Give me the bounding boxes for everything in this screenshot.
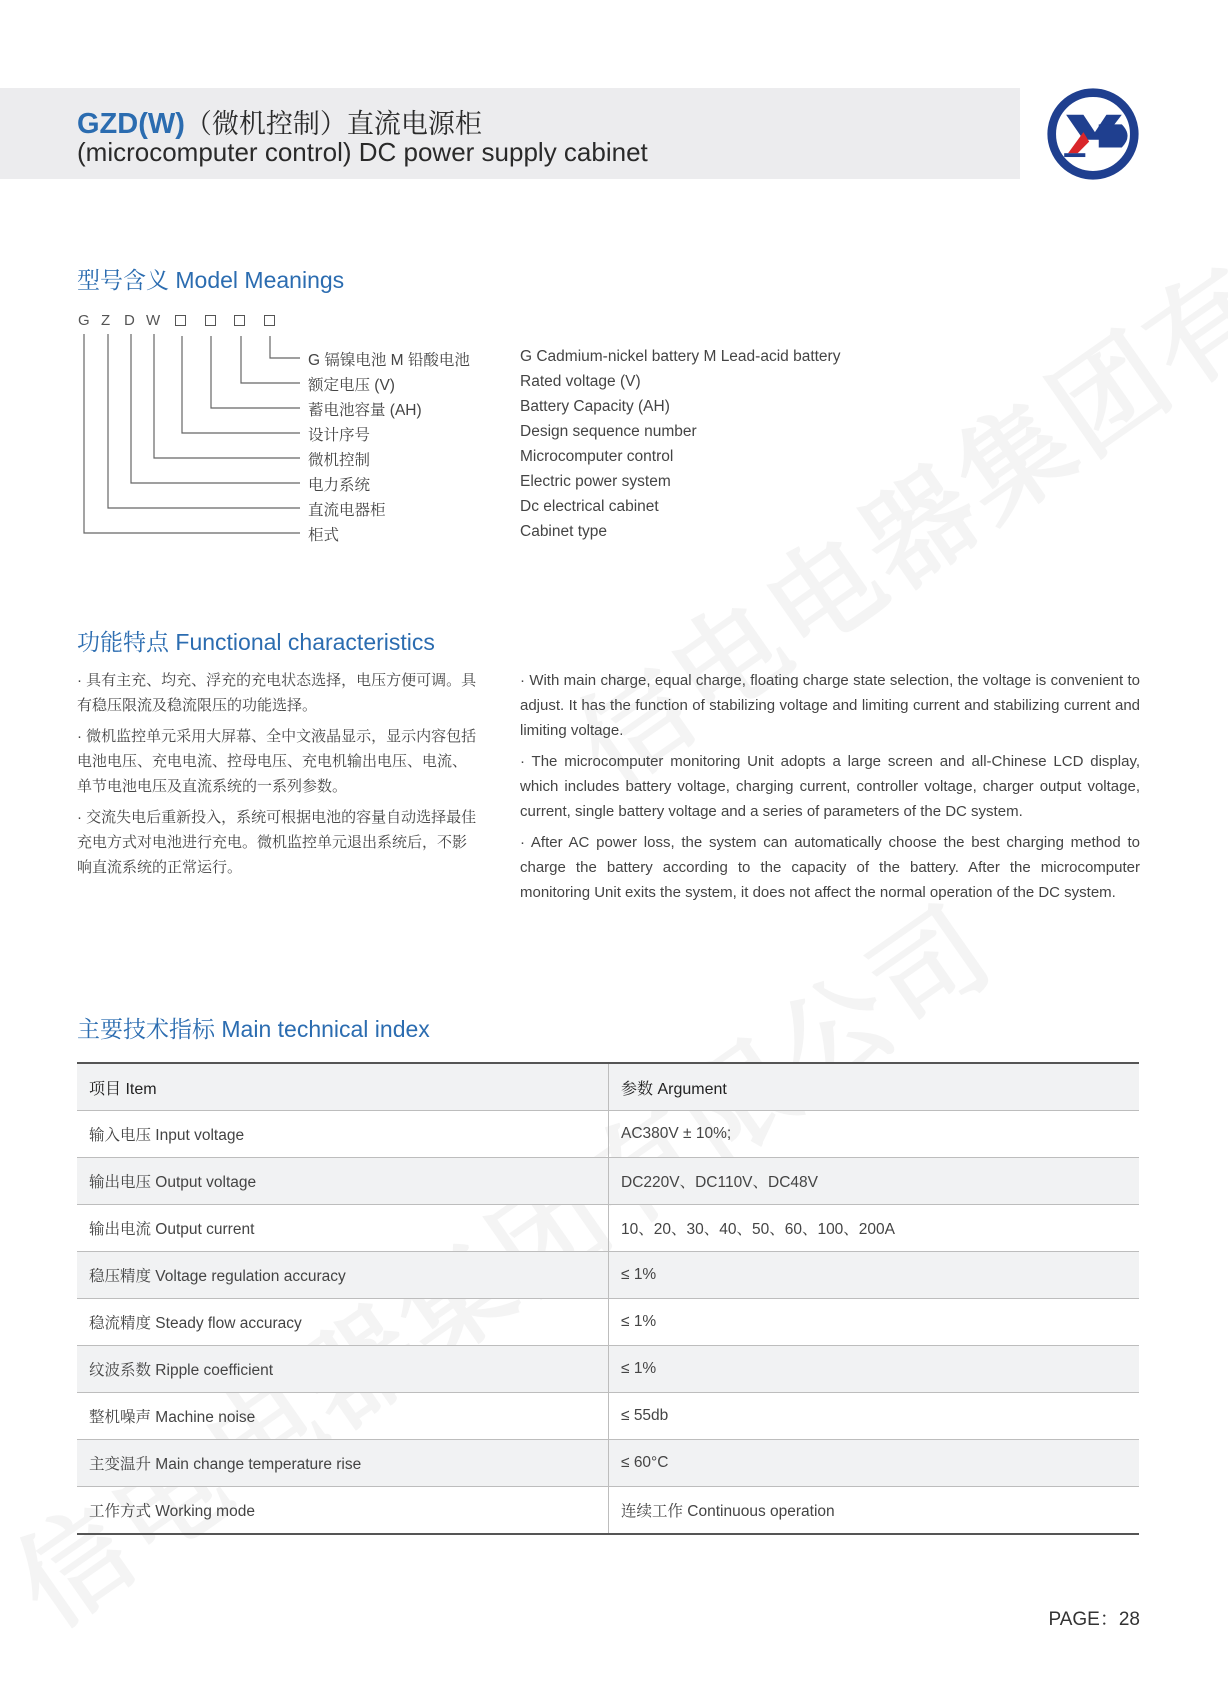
meaning-cn: 设计序号 bbox=[308, 427, 371, 444]
table-row bbox=[77, 1487, 1139, 1535]
cell-item: 输出电流 Output current bbox=[77, 1205, 609, 1252]
code-letter: D bbox=[124, 312, 135, 329]
section-title-functional: 功能特点 Functional characteristics bbox=[77, 629, 435, 655]
cell-item: 工作方式 Working mode bbox=[77, 1487, 609, 1535]
functional-cn-item: · 微机监控单元采用大屏幕、全中文液晶显示，显示内容包括电池电压、充电电流、控母电压、充电机输出电压、电流、单节电池电压及直流系统的一系列参数。 bbox=[77, 728, 477, 795]
meaning-en: G Cadmium-nickel battery M Lead-acid battery bbox=[520, 348, 841, 365]
header-item: 项目 Item bbox=[77, 1063, 609, 1111]
code-letter: W bbox=[146, 312, 161, 329]
cell-item: 稳流精度 Steady flow accuracy bbox=[77, 1299, 609, 1346]
page-subtitle: (microcomputer control) DC power supply cabinet bbox=[77, 137, 648, 167]
cell-argument: ≤ 1% bbox=[609, 1299, 1140, 1346]
model-code-diagram bbox=[78, 312, 298, 332]
meaning-en: Design sequence number bbox=[520, 423, 697, 440]
table-header-row bbox=[77, 1063, 1139, 1111]
table-row bbox=[77, 1393, 1139, 1440]
model-code: GZD(W) bbox=[77, 108, 185, 140]
cell-argument: ≤ 1% bbox=[609, 1346, 1140, 1393]
meaning-en: Cabinet type bbox=[520, 523, 608, 540]
table-row bbox=[77, 1440, 1139, 1487]
table-row bbox=[77, 1111, 1139, 1158]
cell-argument: 10、20、30、40、50、60、100、200A bbox=[609, 1205, 1140, 1252]
cell-argument: 连续工作 Continuous operation bbox=[609, 1487, 1140, 1535]
meaning-en: Dc electrical cabinet bbox=[520, 498, 659, 515]
meaning-cn: 直流电器柜 bbox=[308, 502, 386, 519]
code-placeholder-box bbox=[175, 315, 186, 326]
cell-item: 输入电压 Input voltage bbox=[77, 1111, 609, 1158]
section-title-technical: 主要技术指标 Main technical index bbox=[77, 1016, 430, 1042]
cell-argument: AC380V ± 10%; bbox=[609, 1111, 1140, 1158]
page-title bbox=[77, 102, 482, 141]
functional-cn-text bbox=[77, 668, 477, 886]
cell-argument: ≤ 55db bbox=[609, 1393, 1140, 1440]
xd-logo-icon bbox=[1045, 86, 1141, 182]
table-row bbox=[77, 1252, 1139, 1299]
meaning-cn: 蓄电池容量 (AH) bbox=[308, 402, 422, 419]
meaning-en: Electric power system bbox=[520, 473, 671, 490]
meaning-cn: 额定电压 (V) bbox=[308, 377, 395, 394]
code-placeholder-box bbox=[205, 315, 216, 326]
table-row bbox=[77, 1205, 1139, 1252]
title-cn: （微机控制）直流电源柜 bbox=[184, 109, 482, 139]
functional-en-item: · With main charge, equal charge, floating charge state selection, the voltage is convenient to adjust. It has the function of stabilizing voltage and limiting current and stabilizing current and limiting voltage. bbox=[520, 672, 1140, 739]
meaning-en: Microcomputer control bbox=[520, 448, 674, 465]
functional-cn-item: · 交流失电后重新投入，系统可根据电池的容量自动选择最佳充电方式对电池进行充电。微机监控单元退出系统后，不影响直流系统的正常运行。 bbox=[77, 809, 477, 876]
section-title-model-meanings: 型号含义 Model Meanings bbox=[77, 267, 345, 293]
technical-index-table bbox=[77, 1062, 1139, 1535]
page-number: PAGE：28 bbox=[1048, 1609, 1140, 1630]
header-argument: 参数 Argument bbox=[609, 1063, 1140, 1111]
code-letter: Z bbox=[101, 312, 111, 329]
cell-item: 主变温升 Main change temperature rise bbox=[77, 1440, 609, 1487]
cell-item: 输出电压 Output voltage bbox=[77, 1158, 609, 1205]
meaning-en: Rated voltage (V) bbox=[520, 373, 641, 390]
functional-cn-item: · 具有主充、均充、浮充的充电状态选择，电压方便可调。具有稳压限流及稳流限压的功能选择。 bbox=[77, 672, 477, 714]
functional-en-item: · The microcomputer monitoring Unit adopts a large screen and all-Chinese LCD display, which includes battery voltage, charging current, controller voltage, charger output voltage, current, single battery voltage and a series of parameters of the DC system. bbox=[520, 753, 1140, 820]
functional-en-text bbox=[520, 668, 1140, 911]
cell-item: 纹波系数 Ripple coefficient bbox=[77, 1346, 609, 1393]
code-placeholder-box bbox=[234, 315, 245, 326]
meaning-cn: 电力系统 bbox=[308, 477, 371, 494]
meaning-cn: 柜式 bbox=[308, 527, 340, 544]
meaning-cn: 微机控制 bbox=[308, 452, 371, 469]
table-row bbox=[77, 1299, 1139, 1346]
meaning-cn: G 镉镍电池 M 铅酸电池 bbox=[308, 352, 470, 369]
cell-argument: DC220V、DC110V、DC48V bbox=[609, 1158, 1140, 1205]
code-placeholder-box bbox=[264, 315, 275, 326]
cell-argument: ≤ 1% bbox=[609, 1252, 1140, 1299]
functional-en-item: · After AC power loss, the system can automatically choose the best charging method to charge the battery according to the capacity of the battery. After the microcomputer monitoring Unit exits the system, it does not affect the normal operation of the DC system. bbox=[520, 834, 1140, 901]
meaning-en: Battery Capacity (AH) bbox=[520, 398, 670, 415]
cell-argument: ≤ 60°C bbox=[609, 1440, 1140, 1487]
code-letter: G bbox=[78, 312, 90, 329]
cell-item: 稳压精度 Voltage regulation accuracy bbox=[77, 1252, 609, 1299]
table-row bbox=[77, 1346, 1139, 1393]
cell-item: 整机噪声 Machine noise bbox=[77, 1393, 609, 1440]
table-row bbox=[77, 1158, 1139, 1205]
